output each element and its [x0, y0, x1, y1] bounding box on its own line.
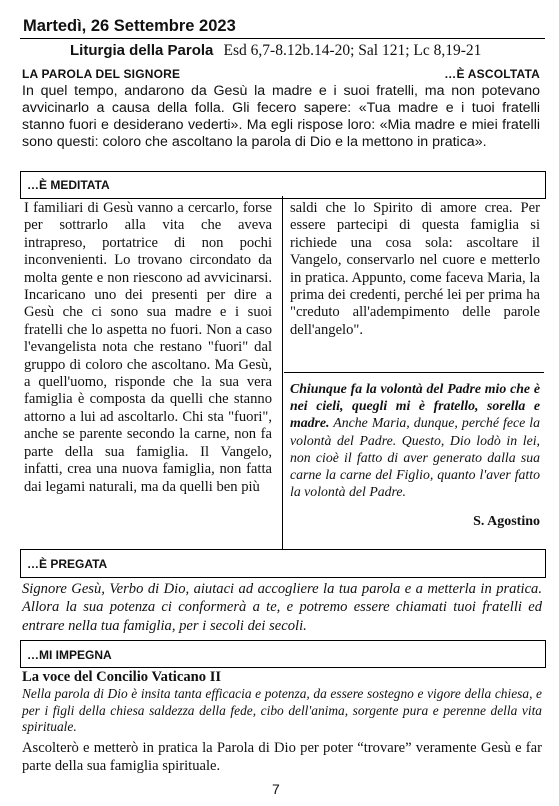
header-divider — [20, 38, 545, 39]
column-divider — [282, 196, 283, 550]
meditata-label-box — [20, 171, 546, 199]
quote-bold: Chiunque fa la volontà del Padre mio che è nei cieli, quegli mi è fratello, sorella e madre. — [290, 381, 540, 431]
council-text: Nella parola di Dio è insita tanta efficacia e potenza, da essere sostegno e vigore della chiesa, e per i figli della chiesa saldezza della fede, cibo dell'anima, sorgente pura e perenne della vita spirituale. — [22, 686, 542, 735]
pregata-label: …È PREGATA — [27, 557, 108, 571]
impegna-label: …MI IMPEGNA — [27, 648, 112, 662]
liturgy-title: Liturgia della Parola — [70, 42, 214, 59]
gospel-text: In quel tempo, andarono da Gesù la madre e i suoi fratelli, ma non potevano avvicinarlo a causa della folla. Gli fecero sapere: «Tua madre e i tuoi fratelli stanno fuori e desiderano vederti». Ma egli rispose loro: «Mia madre e miei fratelli sono questi: coloro che ascoltano la parola di Dio e la mettono in pratica». — [22, 83, 540, 150]
page-number: 7 — [272, 781, 280, 797]
meditation-right-column: saldi che lo Spirito di amore crea. Per essere partecipi di questa famiglia si richiede una cosa sola: ascoltare il Vangelo, conservarlo nel cuore e metterlo in pratica. Appunto, come faceva Maria, la prima dei credenti, perché lei per prima ha "creduto all'adempimento delle parole dell'angelo". — [290, 200, 540, 338]
commitment-text: Ascolterò e metterò in pratica la Parola di Dio per poter “trovare” veramente Gesù e far parte della sua famiglia spirituale. — [22, 740, 542, 774]
impegna-label-box — [20, 640, 546, 668]
agostino-quote — [290, 380, 540, 500]
pregata-label-box — [20, 549, 546, 578]
meditation-left-column: I familiari di Gesù vanno a cercarlo, forse per sottrarlo alla vita che aveva intrapreso, portatrice di non pochi inconvenienti. Lo trovano circondato da molta gente e non riescono ad avvicinarsi. Incaricano uno dei presenti per dire a Gesù che ci sono sua madre e i suoi fratelli che lo aspetta no fuori. Non a caso l'evangelista nota che restano "fuori" dal gruppo di coloro che ascoltano. Ma Gesù, a quell'uomo, risponde che la sua vera famiglia è composta da quelli che stanno attorno a lui ad ascoltarlo. Chi sta "fuori", anche se parente secondo la carne, non fa parte della sua famiglia. Il Vangelo, infatti, crea una nuova famiglia, non fatta dai legami naturali, ma da quelli ben più — [24, 200, 272, 495]
quote-rest: Anche Maria, dunque, perché fece la volontà del Padre. Questo, Dio lodò in lei, non cioè il fatto di aver generato dalla sua carne la carne del Figlio, quanto l'aver fatto la volontà del Padre. — [290, 415, 540, 500]
prayer-text: Signore Gesù, Verbo di Dio, aiutaci ad accogliere la tua parola e a metterla in pratica. Allora la sua potenza ci conformerà a te, e potremo essere chiamati tuoi fratelli ed entrare nella tua famiglia, per i secoli dei secoli. — [22, 581, 542, 634]
liturgy-header — [70, 42, 481, 60]
quote-divider — [284, 372, 544, 373]
meditata-label: …È MEDITATA — [27, 178, 110, 192]
council-title: La voce del Concilio Vaticano II — [22, 669, 222, 685]
quote-author: S. Agostino — [473, 514, 540, 529]
liturgy-readings: Esd 6,7-8.12b.14-20; Sal 121; Lc 8,19-21 — [223, 42, 482, 59]
parola-heading: LA PAROLA DEL SIGNORE — [22, 67, 181, 81]
ascoltata-heading: …È ASCOLTATA — [444, 67, 540, 81]
page-date: Martedì, 26 Settembre 2023 — [23, 17, 236, 35]
